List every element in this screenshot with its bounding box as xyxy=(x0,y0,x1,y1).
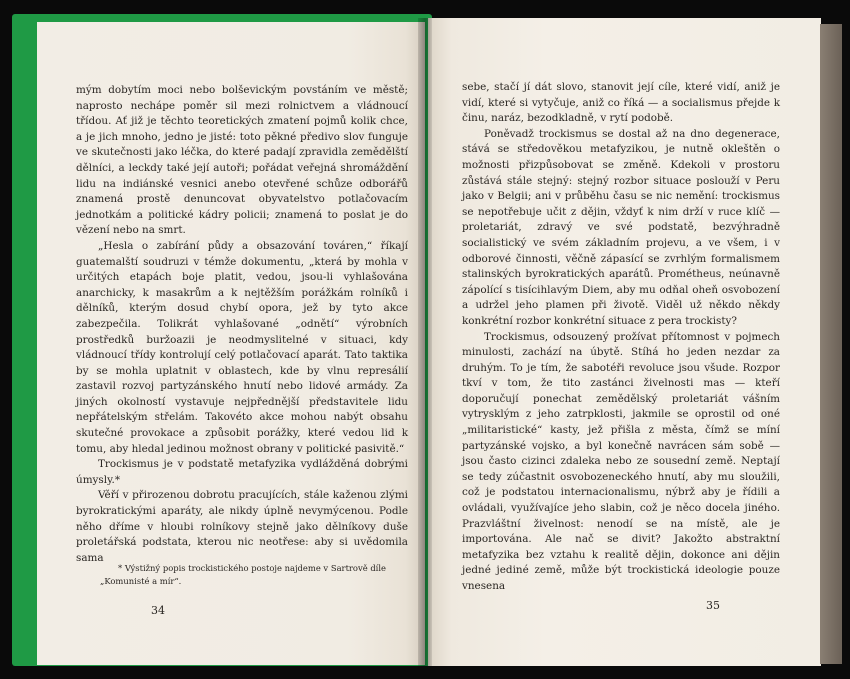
page-number-left: 34 xyxy=(151,604,165,617)
paragraph: Trockismus, odsouzený prožívat přítomnost v pojmech minulosti, zachází na úbytě. Stíhá ho jeden nezdar za druhým. To je tím, že sabotéři revoluce jsou všude. Rozpor tkví v tom, že tito zastánci živelnosti mas — kteří doporučují ponechat zemědělský proletariát vášním vytrysklým z jeho zatrpklosti, jakmile se oprostil od oné „militaristické“ kasty, jež přišla z města, čímž se míní partyzánské vojsko, a byl konečně navrácen sám sobě — jsou často cizinci zdaleka nebo ze sousední země. Neptají se tedy zúčastnit osvobozeneckého hnutí, aby mu sloužili, což je podstatou internacionalismu, nýbrž aby je řídili a ovládali, využívajíce jeho slabin, což je něco docela jiného. Prazvláštní živelnost: nenodí se na místě, ale je importována. Ale nač se divit? Jakožto abstraktní metafyzika bez vztahu k realitě dějin, dokonce ani dějin jedné jediné země, může být trockistická ideologie pouze vnesena xyxy=(462,330,780,592)
page-number-right: 35 xyxy=(706,599,720,612)
paragraph: Poněvadž trockismus se dostal až na dno degenerace, stává se středověkou metafyzikou, je nutně okleštěn o možnosti přizpůsobovat se změně. Kdekoli v prostoru zůstává stále stejný: stejný rozbor situace poslouží v Peru jako v Belgii; ani v průběhu času se nic nemění: trockismus se nepotřebuje učit z dějin, vždyť k nim drží v ruce klíč — proletariát, zdravý ve své podstatě, bezvýhradně socialistický ve svém základním projevu, a ve všem, i v odborové činnosti, věčně zápasící se zvrhlým formalismem stalinských byrokratických aparátů. Prométheus, neúnavně zápolící s tisícihlavým Diem, aby mu odňal oheň osvobození a udržel jeho plamen při životě. Viděl už někdo někdy konkrétní rozbor konkrétní situace z pera trockisty? xyxy=(462,127,780,327)
paragraph: „Hesla o zabírání půdy a obsazování továren,“ říkají guatemalští soudruzi v témže dokumentu, „která by mohla v určitých etapách boje platit, vedou, jsou-li vyhlašována anarchicky, k masakrům a k nejtěžším porážkám rolníků i dělníků, kterým dosud chybí opora, jež by tyto akce zabezpečila. Tolikrát vyhlašované „odnětí“ výrobních prostředků buržoazii je neodmyslitelné v situaci, kdy vládnoucí třídy kontrolují celý potlačovací aparát. Tato taktika by se mohla uplatnit v oblastech, kde by vlnu represálií zastavil rozvoj partyzánského hnutí nebo lidové armády. Za jiných okolností vystavuje nejpřednější představitele lidu nepřátelským střelám. Takovéto akce mohou nabýt obsahu skutečné provokace a způsobit porážky, které vedou lid k tomu, aby hledal jedinou možnost obrany v politické pasivitě.“ xyxy=(76,239,408,455)
paragraph: Věří v přirozenou dobrotu pracujících, stále kaženou zlými byrokratickými aparáty, ale nikdy úplně nevymýcenou. Podle něho dříme v hloubi rolníkovy stejně jako dělníkovy duše proletářská podstata, kterou nic neotřese: aby si uvědomila sama xyxy=(76,489,408,564)
paragraph: mým dobytím moci nebo bolševickým povstáním ve městě; naprosto nechápe poměr sil mezi rolnictvem a vládnoucí třídou. Ať již je těchto teoretických zmatení pojmů kolik chce, a je jich mnoho, jedno je jisté: toto pěkné předivo slov funguje ve skutečnosti jako léčka, do které padají zpravidla zemědělští dělníci, a leckdy také její autoři; pořádat veřejná shromáždění lidu na indiánské vesnici anebo otevřené schůze odborářů znamená prostě denuncovat obyvatelstvo potlačovacím jednotkám a politické kádry policii; znamená to poslat je do vězení nebo na smrt. xyxy=(76,84,408,237)
footnote xyxy=(100,562,410,588)
left-page-body xyxy=(76,83,408,566)
paragraph: sebe, stačí jí dát slovo, stanovit její cíle, které vidí, aniž je vidí, které si vytyčuje, aniž co říká — a socialismus přejde k činu, naráz, bezodkladně, v rytí podobě. xyxy=(462,81,780,125)
page-edges xyxy=(820,24,842,664)
paragraph: Trockismus je v podstatě metafyzika vydlážděná dobrými úmysly.* xyxy=(76,458,408,486)
footnote-text: * Výstižný popis trockistického postoje najdeme v Sartrově díle „Komunisté a mír“. xyxy=(100,563,386,586)
book-gutter xyxy=(418,18,432,666)
right-page-body xyxy=(462,80,780,595)
